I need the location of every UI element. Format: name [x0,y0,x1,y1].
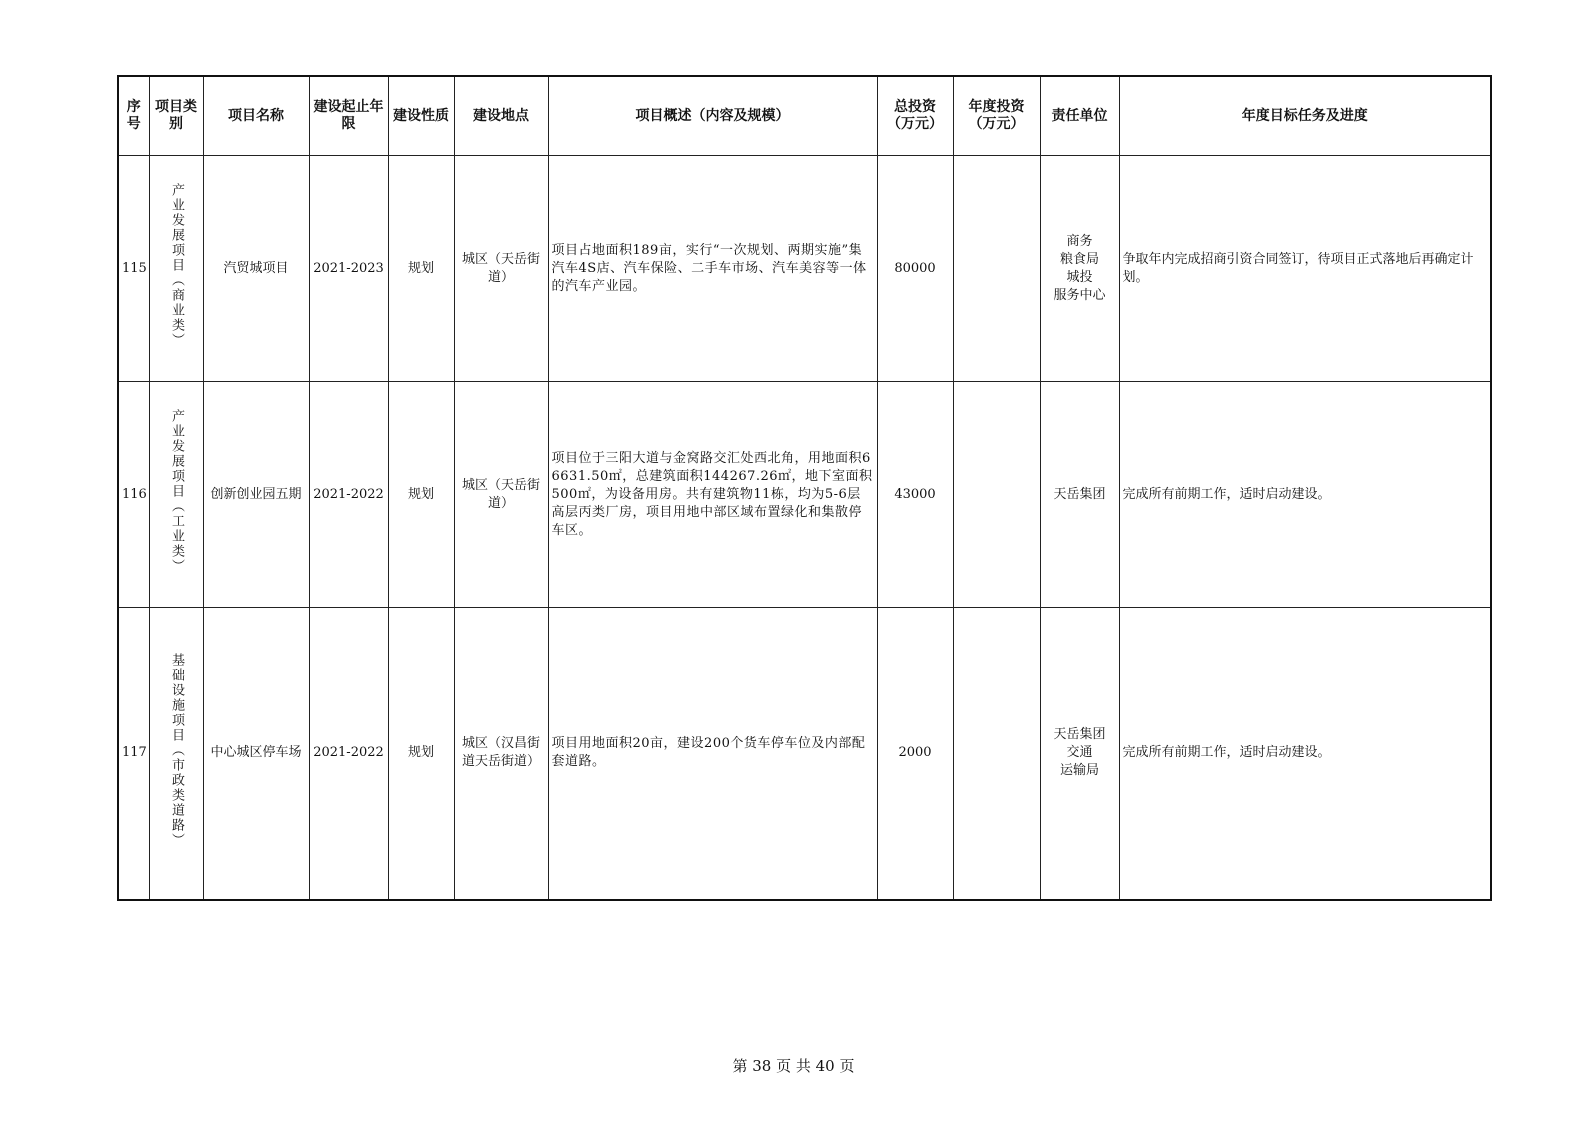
cell-unit: 天岳集团 [1040,382,1119,608]
cell-unit: 商务 粮食局 城投 服务中心 [1040,156,1119,382]
header-seq: 序号 [118,76,149,156]
cell-target: 完成所有前期工作，适时启动建设。 [1119,608,1491,900]
cell-period: 2021-2023 [309,156,388,382]
header-name: 项目名称 [203,76,309,156]
cell-nature: 规划 [388,156,454,382]
table-header-row [118,76,1491,156]
cell-overview: 项目位于三阳大道与金窝路交汇处西北角，用地面积66631.50㎡，总建筑面积144267.26㎡，地下室面积500㎡，为设备用房。共有建筑物11栋，均为5-6层高层丙类厂房，项目用地中部区域布置绿化和集散停车区。 [548,382,877,608]
header-nature: 建设性质 [388,76,454,156]
project-table [117,75,1492,901]
header-category: 项目类别 [149,76,203,156]
cell-overview: 项目占地面积189亩，实行“一次规划、两期实施”集汽车4S店、汽车保险、二手车市场、汽车美容等一体的汽车产业园。 [548,156,877,382]
cell-category: 产业发展项目（商业类） [169,183,184,348]
cell-location: 城区（汉昌街道天岳街道） [454,608,548,900]
cell-nature: 规划 [388,608,454,900]
cell-total-invest: 43000 [877,382,953,608]
cell-period: 2021-2022 [309,608,388,900]
cell-target: 完成所有前期工作，适时启动建设。 [1119,382,1491,608]
header-annual-invest: 年度投资（万元） [953,76,1040,156]
header-location: 建设地点 [454,76,548,156]
header-unit: 责任单位 [1040,76,1119,156]
cell-annual-invest [953,156,1040,382]
cell-nature: 规划 [388,382,454,608]
cell-total-invest: 80000 [877,156,953,382]
cell-total-invest: 2000 [877,608,953,900]
cell-name: 汽贸城项目 [203,156,309,382]
page-number-footer: 第 38 页 共 40 页 [732,1057,855,1075]
header-overview: 项目概述（内容及规模） [548,76,877,156]
cell-unit: 天岳集团 交通 运输局 [1040,608,1119,900]
table-row [118,608,1491,900]
table-row [118,156,1491,382]
table-row [118,382,1491,608]
cell-name: 中心城区停车场 [203,608,309,900]
cell-seq: 115 [118,156,149,382]
cell-annual-invest [953,382,1040,608]
cell-category: 基础设施项目（市政类道路） [169,652,184,848]
cell-target: 争取年内完成招商引资合同签订，待项目正式落地后再确定计划。 [1119,156,1491,382]
cell-category: 产业发展项目（工业类） [169,409,184,574]
cell-overview: 项目用地面积20亩，建设200个货车停车位及内部配套道路。 [548,608,877,900]
cell-seq: 116 [118,382,149,608]
cell-location: 城区（天岳街道） [454,156,548,382]
cell-seq: 117 [118,608,149,900]
cell-name: 创新创业园五期 [203,382,309,608]
header-period: 建设起止年限 [309,76,388,156]
cell-period: 2021-2022 [309,382,388,608]
cell-annual-invest [953,608,1040,900]
cell-location: 城区（天岳街道） [454,382,548,608]
header-target: 年度目标任务及进度 [1119,76,1491,156]
header-total-invest: 总投资（万元） [877,76,953,156]
